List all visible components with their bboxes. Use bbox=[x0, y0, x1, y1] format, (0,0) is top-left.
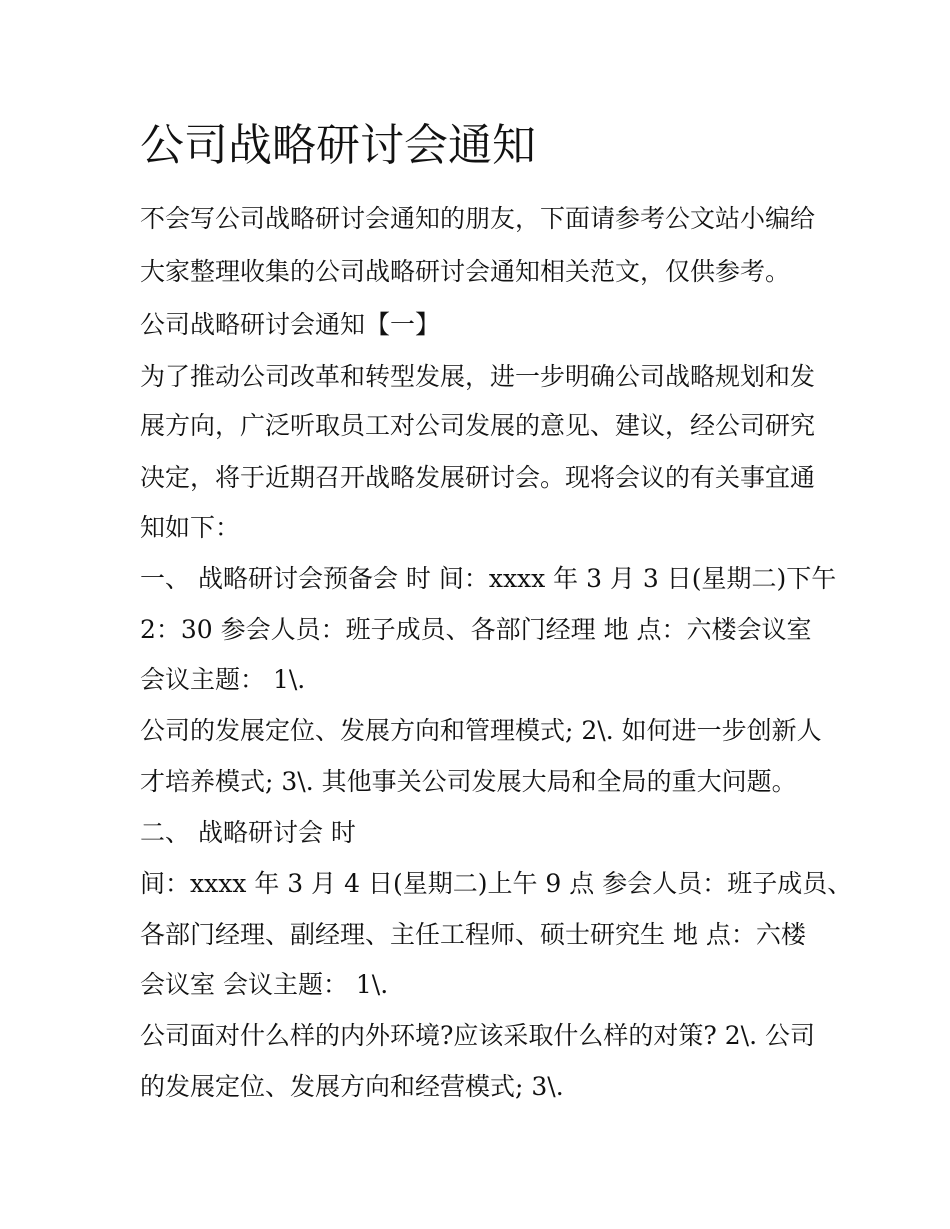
paragraph-line: 的发展定位、发展方向和经营模式; 3\. bbox=[140, 1072, 564, 1101]
page-title: 公司战略研讨会通知 bbox=[140, 120, 536, 171]
paragraph-line: 会议主题： 1\. bbox=[140, 665, 306, 694]
paragraph-line: 知如下： bbox=[140, 513, 241, 542]
paragraph-line: 公司的发展定位、发展方向和管理模式; 2\. 如何进一步创新人 bbox=[140, 716, 822, 745]
paragraph-line: 公司面对什么样的内外环境?应该采取什么样的对策? 2\. 公司 bbox=[140, 1021, 815, 1050]
paragraph-line: 才培养模式; 3\. 其他事关公司发展大局和全局的重大问题。 bbox=[140, 767, 797, 796]
paragraph-line: 间：xxxx 年 3 月 4 日(星期二)上午 9 点 参会人员：班子成员、 bbox=[140, 869, 853, 898]
paragraph-line: 一、 战略研讨会预备会 时 间：xxxx 年 3 月 3 日(星期二)下午 bbox=[140, 564, 837, 593]
section-heading: 公司战略研讨会通知【一】 bbox=[140, 310, 441, 339]
paragraph-line: 会议室 会议主题： 1\. bbox=[140, 970, 389, 999]
paragraph-line: 展方向，广泛听取员工对公司发展的意见、建议，经公司研究 bbox=[140, 411, 816, 440]
paragraph-line: 各部门经理、副经理、主任工程师、硕士研究生 地 点：六楼 bbox=[140, 920, 806, 949]
paragraph-line: 为了推动公司改革和转型发展，进一步明确公司战略规划和发 bbox=[140, 362, 816, 391]
paragraph-line: 2：30 参会人员：班子成员、各部门经理 地 点：六楼会议室 bbox=[140, 615, 812, 644]
paragraph-line: 大家整理收集的公司战略研讨会通知相关范文，仅供参考。 bbox=[140, 257, 791, 286]
paragraph-line: 二、 战略研讨会 时 bbox=[140, 818, 356, 847]
paragraph-line: 不会写公司战略研讨会通知的朋友，下面请参考公文站小编给 bbox=[140, 204, 816, 233]
paragraph-line: 决定，将于近期召开战略发展研讨会。现将会议的有关事宜通 bbox=[140, 463, 816, 492]
